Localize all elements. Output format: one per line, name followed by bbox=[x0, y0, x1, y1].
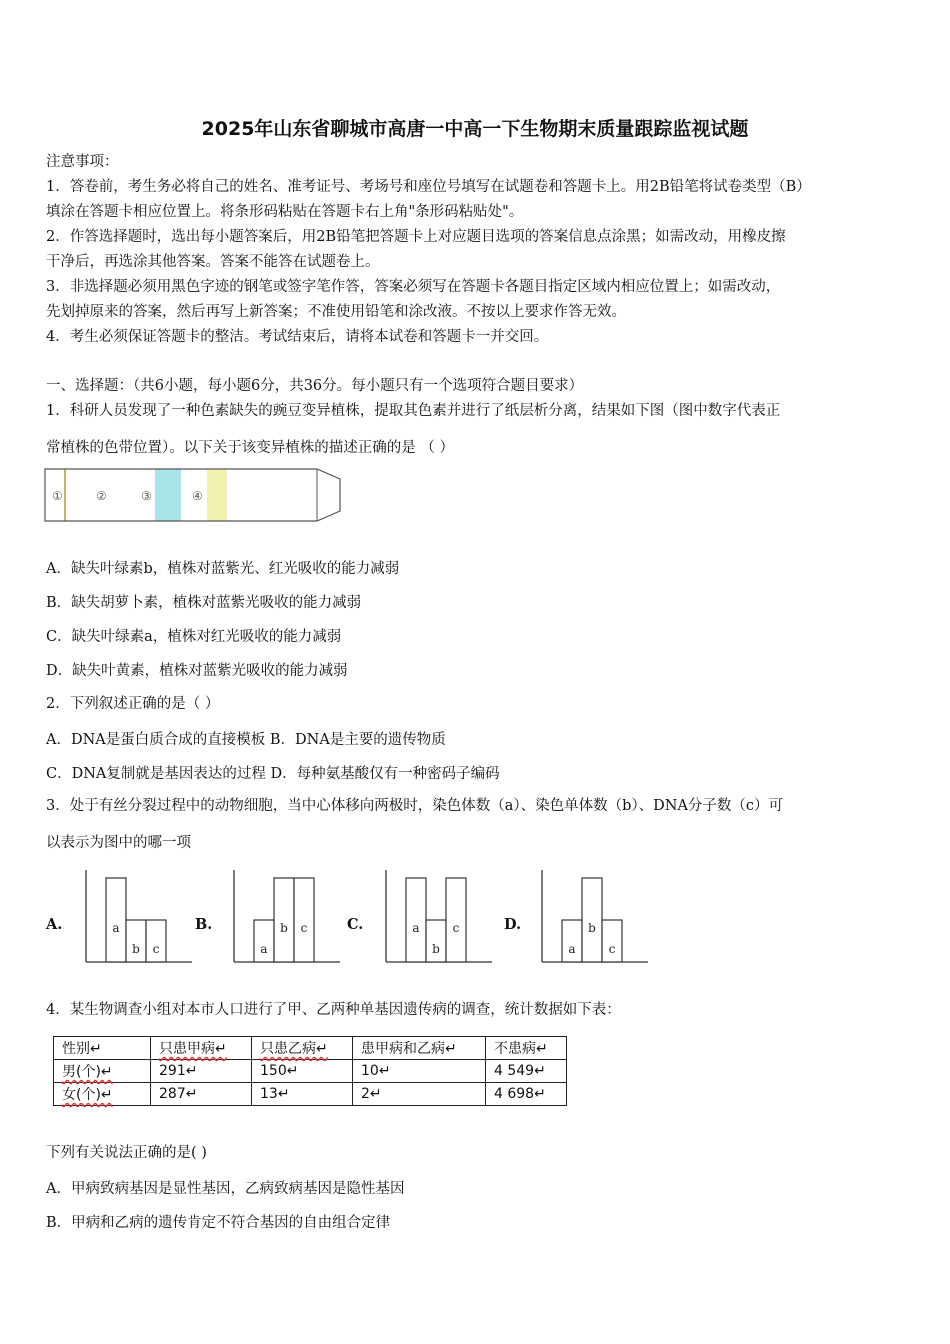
table-cell: 4 698↵ bbox=[486, 1083, 567, 1106]
bar-chart-b bbox=[228, 866, 343, 966]
bar-chart-c bbox=[380, 866, 495, 966]
q4-option-a: A．甲病致病基因是显性基因，乙病致病基因是隐性基因 bbox=[46, 1181, 405, 1197]
bar-label-a: a bbox=[112, 921, 120, 935]
table-header-cell: 只患乙病↵ bbox=[252, 1037, 353, 1060]
table-cell: 男(个)↵ bbox=[54, 1060, 151, 1083]
bar-label-a: a bbox=[260, 942, 268, 956]
table-row bbox=[54, 1083, 567, 1106]
q2-stem: 2．下列叙述正确的是（ ） bbox=[46, 696, 220, 712]
table-cell: 10↵ bbox=[353, 1060, 486, 1083]
q3-label-b: B. bbox=[195, 916, 213, 933]
q1-option-d: D．缺失叶黄素，植株对蓝紫光吸收的能力减弱 bbox=[46, 663, 348, 679]
bar-label-c: c bbox=[300, 921, 308, 935]
band-label-2: ② bbox=[96, 489, 107, 503]
bar-label-b: b bbox=[588, 921, 596, 935]
q1-option-a: A．缺失叶绿素b，植株对蓝紫光、红光吸收的能力减弱 bbox=[46, 561, 400, 577]
notice-line: 干净后，再选涂其他答案。答案不能答在试题卷上。 bbox=[46, 254, 380, 270]
table-cell: 4 549↵ bbox=[486, 1060, 567, 1083]
table-cell: 291↵ bbox=[151, 1060, 252, 1083]
table-row bbox=[54, 1060, 567, 1083]
bar-label-b: b bbox=[432, 942, 440, 956]
table-cell: 150↵ bbox=[252, 1060, 353, 1083]
q1-stem-2: 常植株的色带位置）。以下关于该变异植株的描述正确的是 （ ） bbox=[46, 440, 454, 456]
bar-label-c: c bbox=[152, 942, 160, 956]
band-label-1: ① bbox=[52, 489, 63, 503]
bar-label-c: c bbox=[608, 942, 616, 956]
bar-chart-d bbox=[536, 866, 651, 966]
q1-option-c: C．缺失叶绿素a，植株对红光吸收的能力减弱 bbox=[46, 629, 342, 645]
bar-c bbox=[446, 878, 466, 962]
table-header-cell: 只患甲病↵ bbox=[151, 1037, 252, 1060]
table-header-cell: 性别↵ bbox=[54, 1037, 151, 1060]
q4-option-b: B．甲病和乙病的遗传肯定不符合基因的自由组合定律 bbox=[46, 1215, 391, 1231]
bar-b bbox=[582, 878, 602, 962]
chromatography-strip bbox=[44, 466, 344, 526]
band-label-3: ③ bbox=[141, 489, 152, 503]
q3-label-d: D. bbox=[504, 916, 522, 933]
page-title: 2025年山东省聊城市高唐一中高一下生物期末质量跟踪监视试题 bbox=[201, 118, 749, 140]
q2-options-row2: C．DNA复制就是基因表达的过程 D．每种氨基酸仅有一种密码子编码 bbox=[46, 766, 500, 782]
q4-question: 下列有关说法正确的是( ) bbox=[46, 1145, 207, 1161]
q3-label-c: C. bbox=[347, 916, 364, 933]
bar-a bbox=[106, 878, 126, 962]
q3-stem-2: 以表示为图中的哪一项 bbox=[46, 835, 191, 851]
band-blue-green bbox=[155, 469, 181, 521]
q1-option-b: B．缺失胡萝卜素，植株对蓝紫光吸收的能力减弱 bbox=[46, 595, 362, 611]
bar-label-a: a bbox=[568, 942, 576, 956]
section-heading: 一、选择题：（共6小题，每小题6分，共36分。每小题只有一个选项符合题目要求） bbox=[46, 378, 584, 394]
notice-line: 4．考生必须保证答题卡的整洁。考试结束后，请将本试卷和答题卡一并交回。 bbox=[46, 329, 549, 345]
table-header-cell: 患甲病和乙病↵ bbox=[353, 1037, 486, 1060]
q2-options-row1: A．DNA是蛋白质合成的直接模板 B．DNA是主要的遗传物质 bbox=[46, 732, 446, 748]
bar-c bbox=[294, 878, 314, 962]
table-cell: 女(个)↵ bbox=[54, 1083, 151, 1106]
bar-b bbox=[274, 878, 294, 962]
table-header-cell: 不患病↵ bbox=[486, 1037, 567, 1060]
table-cell: 13↵ bbox=[252, 1083, 353, 1106]
notice-line: 2．作答选择题时，选出每小题答案后，用2B铅笔把答题卡上对应题目选项的答案信息点涂黑；如需改动，用橡皮擦 bbox=[46, 229, 786, 245]
q3-label-a: A. bbox=[46, 916, 63, 933]
table-header-row bbox=[54, 1037, 567, 1060]
notice-line: 3．非选择题必须用黑色字迹的钢笔或签字笔作答，答案必须写在答题卡各题目指定区域内相应位置上；如需改动， bbox=[46, 279, 781, 295]
table-cell: 287↵ bbox=[151, 1083, 252, 1106]
q3-stem: 3．处于有丝分裂过程中的动物细胞，当中心体移向两极时，染色体数（a）、染色单体数（b）、DNA分子数（c）可 bbox=[46, 798, 784, 814]
notice-heading: 注意事项： bbox=[46, 154, 119, 170]
bar-label-c: c bbox=[452, 921, 460, 935]
band-yellow bbox=[207, 469, 227, 521]
band-line bbox=[64, 469, 66, 521]
bar-label-b: b bbox=[132, 942, 140, 956]
q4-stem: 4．某生物调查小组对本市人口进行了甲、乙两种单基因遗传病的调查，统计数据如下表： bbox=[46, 1002, 621, 1018]
bar-label-b: b bbox=[280, 921, 288, 935]
table-cell: 2↵ bbox=[353, 1083, 486, 1106]
bar-chart-a bbox=[80, 866, 195, 966]
band-label-4: ④ bbox=[192, 489, 203, 503]
bar-a bbox=[406, 878, 426, 962]
notice-line: 先划掉原来的答案，然后再写上新答案；不准使用铅笔和涂改液。不按以上要求作答无效。 bbox=[46, 304, 626, 320]
notice-line: 1．答卷前，考生务必将自己的姓名、准考证号、考场号和座位号填写在试题卷和答题卡上。用2B铅笔将试卷类型（B） bbox=[46, 179, 811, 195]
bar-label-a: a bbox=[412, 921, 420, 935]
notice-line: 填涂在答题卡相应位置上。将条形码粘贴在答题卡右上角"条形码粘贴处"。 bbox=[46, 204, 524, 220]
survey-table bbox=[53, 1036, 567, 1106]
q1-stem: 1．科研人员发现了一种色素缺失的豌豆变异植株，提取其色素并进行了纸层析分离，结果如下图（图中数字代表正 bbox=[46, 403, 781, 419]
